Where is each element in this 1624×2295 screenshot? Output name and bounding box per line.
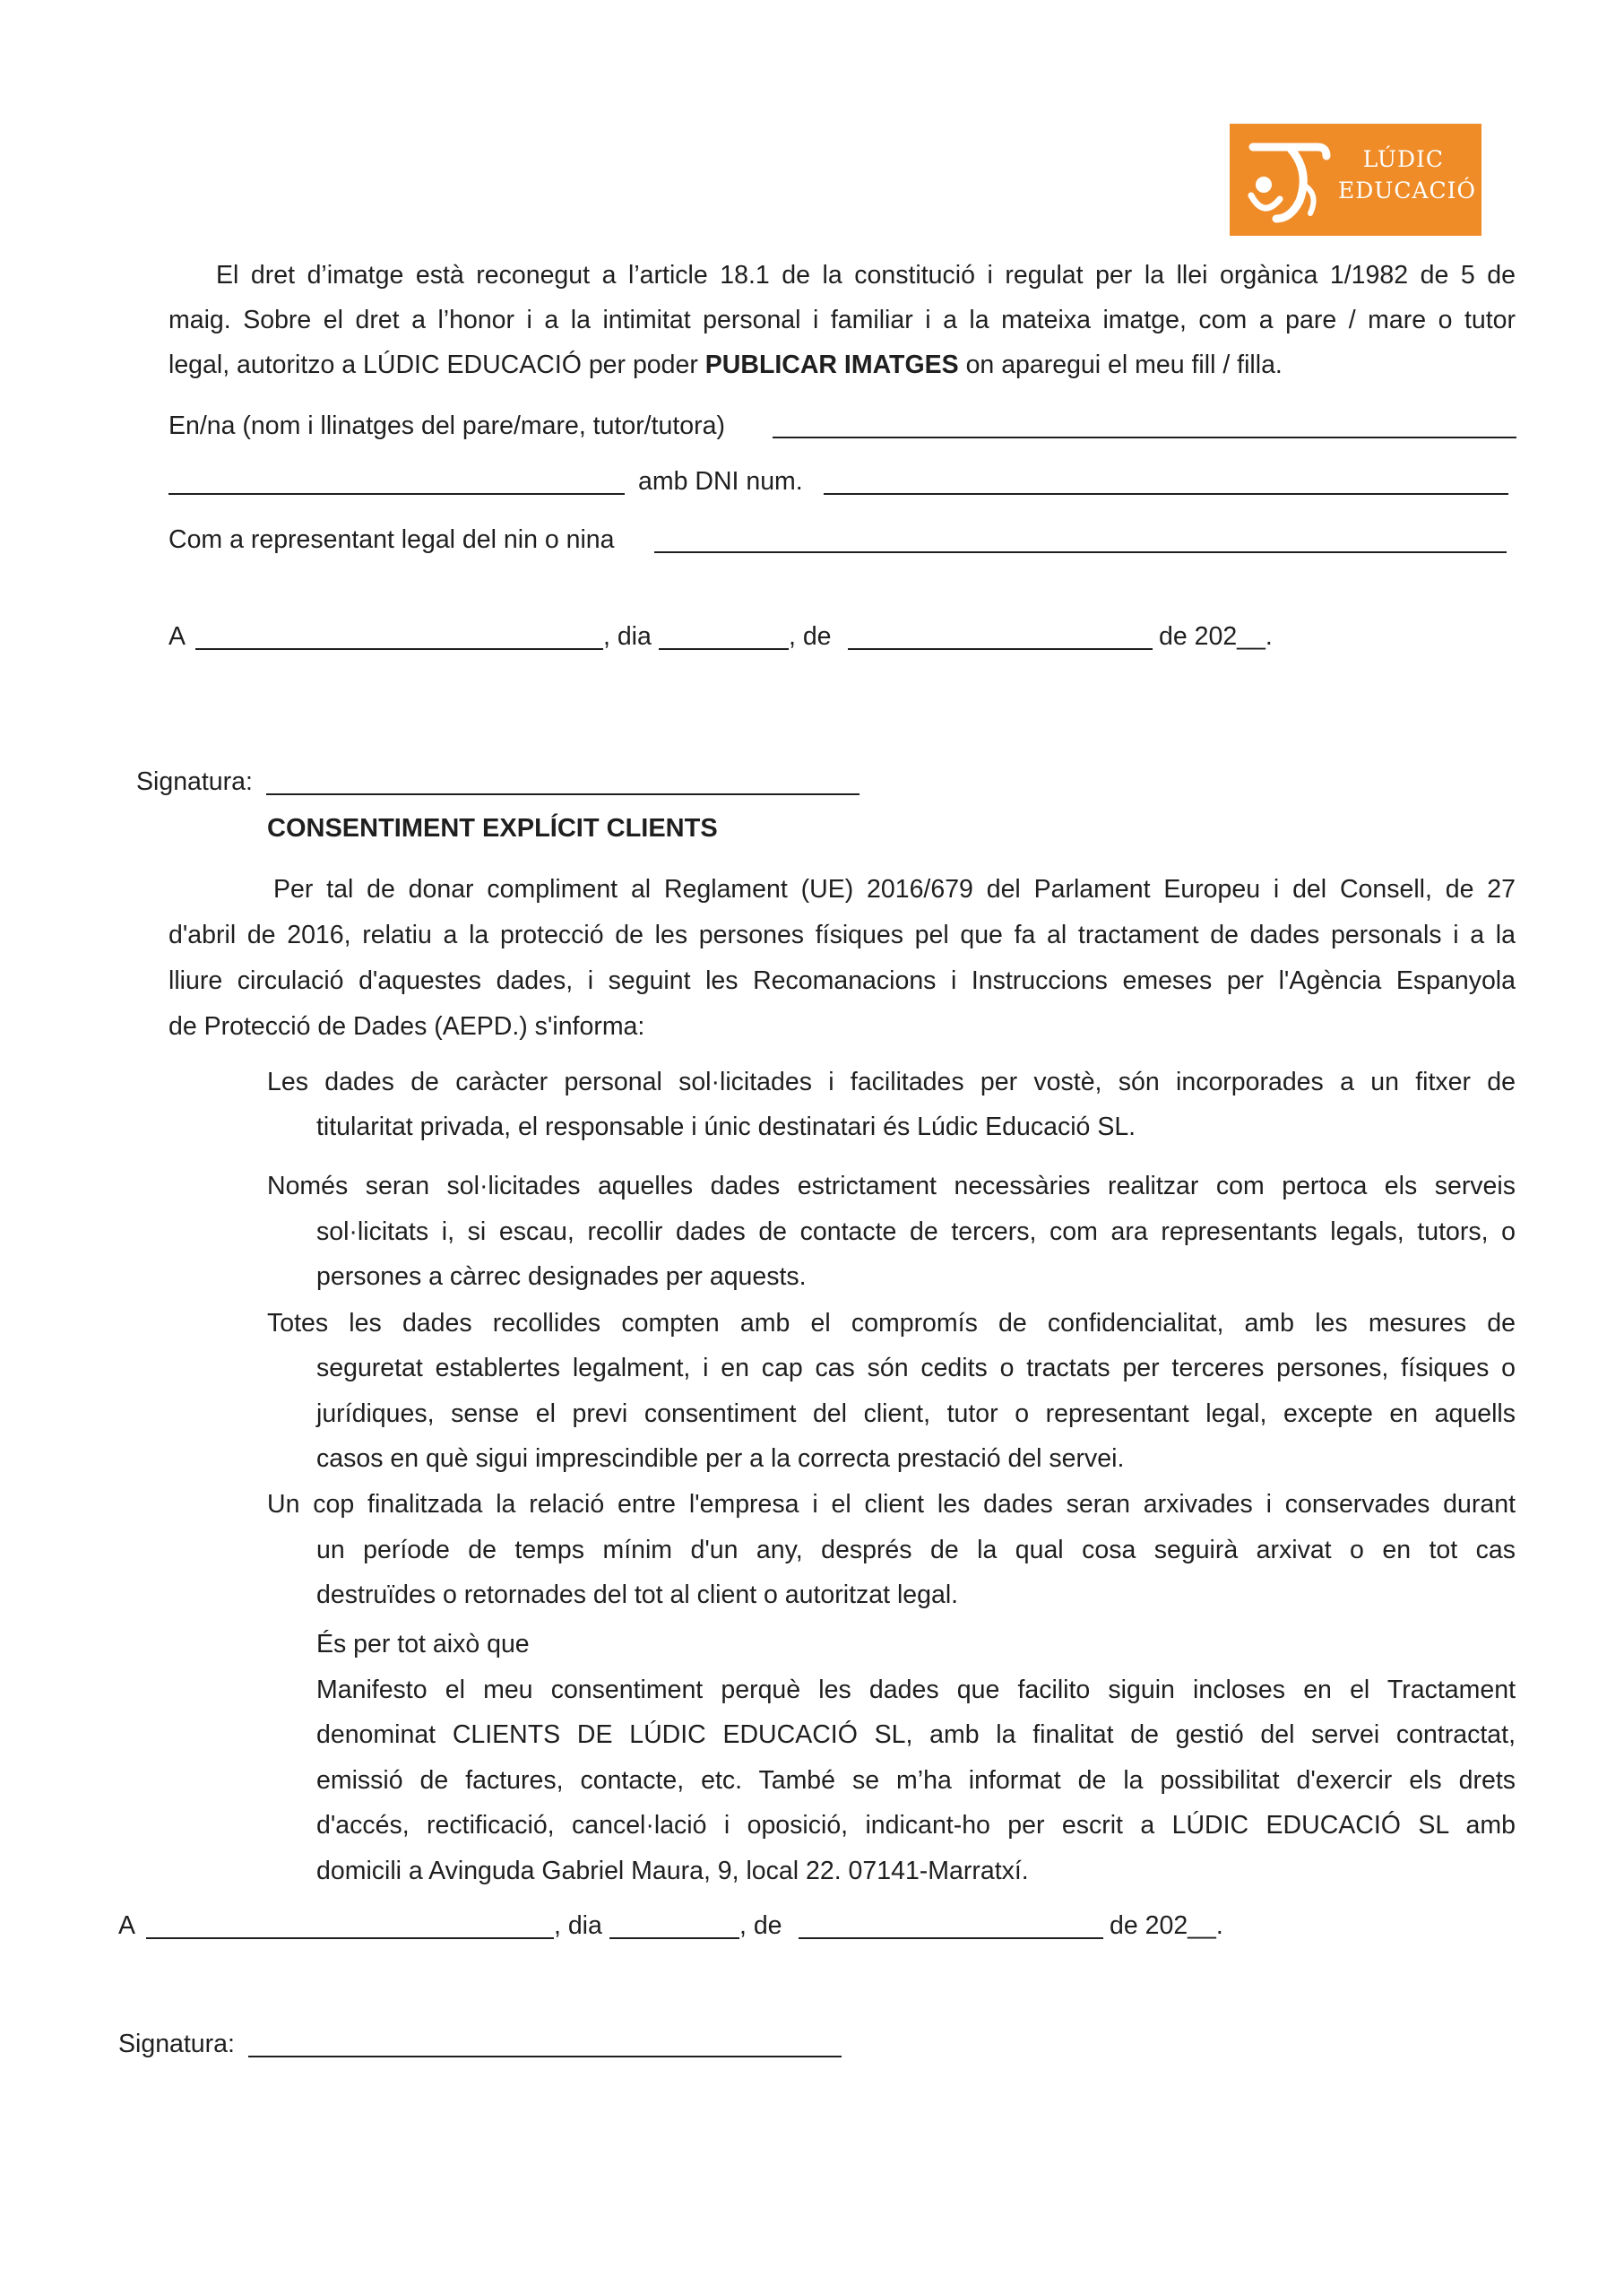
child-name-field[interactable] (654, 551, 1507, 553)
image-rights-text-end: on aparegui el meu fill / filla. (958, 351, 1283, 379)
signature-label-1: Signatura: (136, 767, 253, 796)
month-field-2[interactable] (799, 1937, 1103, 1939)
consent-item-4-line-3: destruïdes o retornades del tot al client o autoritzat legal. (316, 1581, 959, 1609)
consent-item-4-line-1: Un cop finalitzada la relació entre l'empresa i el client les dades seran arxivades i conservades durant (267, 1490, 1516, 1519)
dni-field[interactable] (824, 493, 1508, 495)
consent-item-3-line-1: Totes les dades recollides compten amb el compromís de confidencialitat, amb les mesures de (267, 1309, 1516, 1338)
place-label-1: A (168, 622, 186, 651)
year-label-1: de 202__. (1159, 622, 1273, 651)
signature-label-2: Signatura: (118, 2030, 235, 2058)
day-label-2: , dia (554, 1911, 602, 1940)
consent-item-2-line-1: Només seran sol·licitades aquelles dades estrictament necessàries realitzar com pertoca els serveis (267, 1172, 1516, 1200)
place-field-2[interactable] (146, 1937, 554, 1939)
consent-intro-line-3: lliure circulació d'aquestes dades, i seguint les Recomanacions i Instruccions emeses per l'Agència Espanyola (168, 966, 1516, 995)
day-field-1[interactable] (659, 648, 789, 650)
consent-item-3-line-4: casos en què sigui imprescindible per a la correcta prestació del servei. (316, 1444, 1125, 1473)
consent-manifest-line-3: emissió de factures, contacte, etc. També se m’ha informat de la possibilitat d'exercir els drets (316, 1766, 1516, 1795)
image-rights-line-2: maig. Sobre el dret a l’honor i a la intimitat personal i familiar i a la mateixa imatge, com a pare / mare o tutor (168, 306, 1516, 334)
consent-manifest-line-4: d'accés, rectificació, cancel·lació i oposició, indicant-ho per escrit a LÚDIC EDUCACIÓ SL amb (316, 1811, 1516, 1840)
parent-name-field[interactable] (773, 437, 1516, 438)
consent-title: CONSENTIMENT EXPLÍCIT CLIENTS (267, 814, 718, 843)
logo-word-educacio: EDUCACIÓ (1337, 178, 1476, 204)
day-label-1: , dia (603, 622, 652, 651)
place-label-2: A (118, 1911, 136, 1940)
month-label-2: , de (739, 1911, 782, 1940)
consent-item-3-line-2: seguretat establertes legalment, i en cap cas són cedits o tractats per terceres persones, físiques o (316, 1354, 1516, 1382)
month-label-1: , de (789, 622, 832, 651)
signature-field-2[interactable] (248, 2056, 842, 2057)
parent-name-field-continued[interactable] (168, 493, 625, 495)
consent-therefore: És per tot això que (316, 1630, 530, 1658)
year-label-2: de 202__. (1110, 1911, 1223, 1940)
image-rights-text: legal, autoritzo a LÚDIC EDUCACIÓ per poder (168, 351, 705, 379)
consent-intro-line-1: Per tal de donar compliment al Reglament (UE) 2016/679 del Parlament Europeu i del Consell, de 27 (273, 875, 1516, 904)
image-rights-line-1: El dret d’imatge està reconegut a l’article 18.1 de la constitució i regulat per la llei orgànica 1/1982 de 5 de (216, 261, 1516, 290)
place-field-1[interactable] (195, 648, 603, 650)
consent-manifest-line-2: denominat CLIENTS DE LÚDIC EDUCACIÓ SL, amb la finalitat de gestió del servei contractat, (316, 1720, 1516, 1749)
child-name-label: Com a representant legal del nin o nina (168, 525, 615, 554)
month-field-1[interactable] (848, 648, 1153, 650)
signature-field-1[interactable] (266, 793, 860, 795)
consent-item-2-line-3: persones a càrrec designades per aquests. (316, 1262, 807, 1291)
consent-intro-line-4: de Protecció de Dades (AEPD.) s'informa: (168, 1012, 645, 1041)
consent-manifest-line-5: domicili a Avinguda Gabriel Maura, 9, local 22. 07141-Marratxí. (316, 1857, 1029, 1885)
consent-manifest-line-1: Manifesto el meu consentiment perquè les dades que facilito siguin incloses en el Tractament (316, 1676, 1516, 1704)
consent-item-3-line-3: jurídiques, sense el previ consentiment del client, tutor o representant legal, excepte en aquells (316, 1399, 1516, 1428)
day-field-2[interactable] (609, 1937, 739, 1939)
logo-mark-icon (1237, 131, 1337, 229)
publish-images-bold: PUBLICAR IMATGES (704, 351, 959, 379)
consent-item-1-line-1: Les dades de caràcter personal sol·licitades i facilitades per vostè, són incorporades a un fitxer de (267, 1068, 1516, 1096)
parent-name-label: En/na (nom i llinatges del pare/mare, tutor/tutora) (168, 411, 725, 440)
dni-label: amb DNI num. (638, 467, 803, 496)
image-rights-line-3 (168, 350, 1283, 380)
consent-item-2-line-2: sol·licitats i, si escau, recollir dades de contacte de tercers, com ara representants legals, tutors, o (316, 1217, 1516, 1246)
consent-item-4-line-2: un període de temps mínim d'un any, després de la qual cosa seguirà arxivat o en tot cas (316, 1536, 1516, 1564)
ludic-educacio-logo (1230, 124, 1481, 236)
logo-word-ludic: LÚDIC (1362, 146, 1444, 172)
consent-item-1-line-2: titularitat privada, el responsable i únic destinatari és Lúdic Educació SL. (316, 1113, 1136, 1141)
consent-intro-line-2: d'abril de 2016, relatiu a la protecció de les persones físiques pel que fa al tractament de dades personals i a la (168, 921, 1516, 949)
